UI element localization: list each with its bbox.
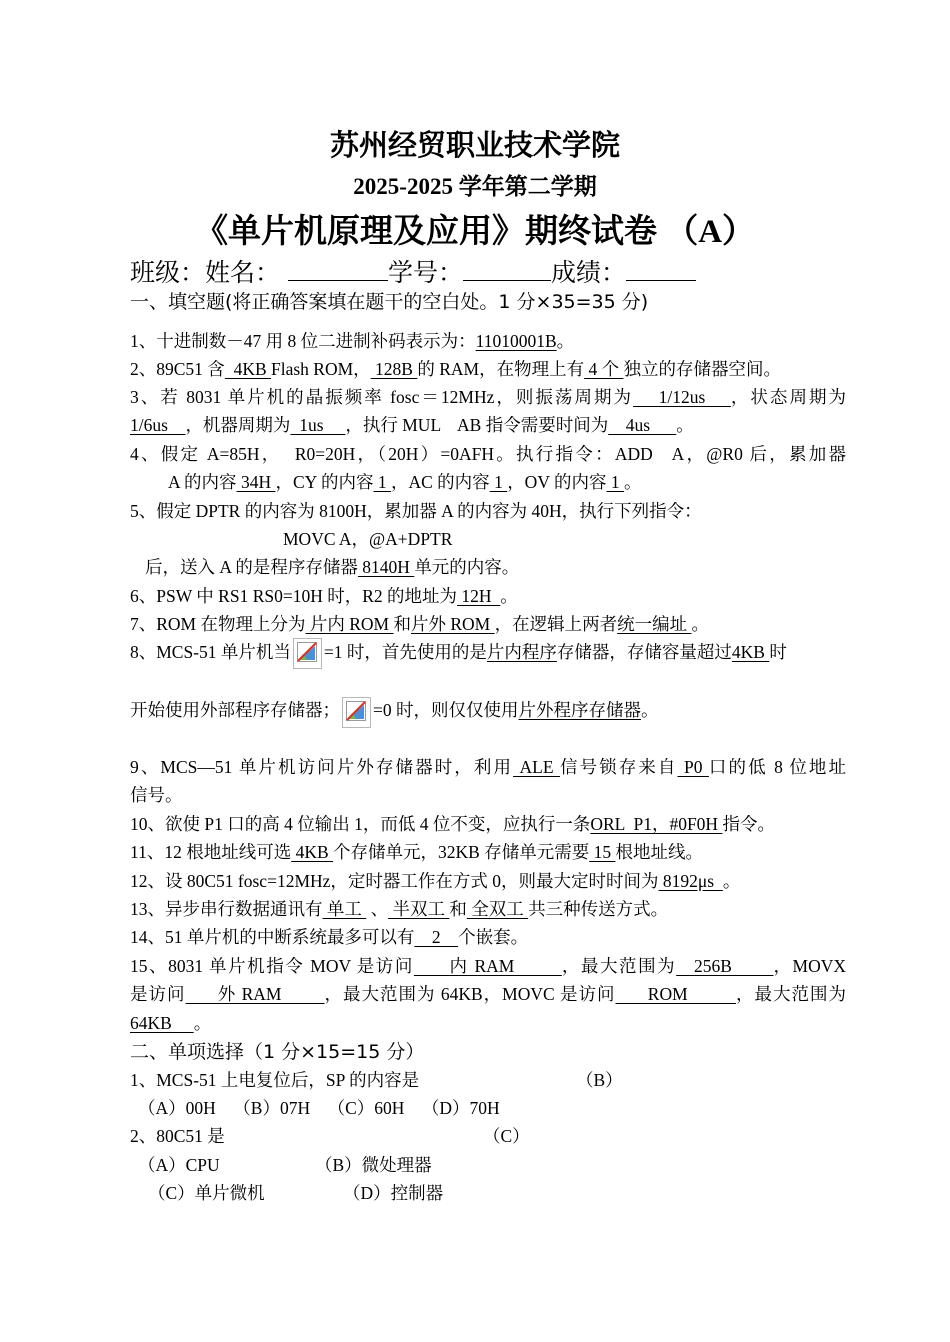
- answer: 片内程序: [486, 642, 557, 662]
- name-blank[interactable]: [288, 256, 388, 281]
- section-fill-heading: 一、填空题(将正确答案填在题干的空白处。1 分×35=35 分): [130, 291, 649, 313]
- answer: 1/6us: [130, 415, 186, 435]
- question-5-line-1: 5、假定 DPTR 的内容为 8100H，累加器 A 的内容为 40H，执行下列指令：: [130, 501, 702, 521]
- answer: 1/12us: [633, 387, 731, 407]
- name-label: 姓名：: [205, 260, 281, 287]
- answer: ALE: [513, 757, 560, 777]
- choice-question-2: 2、80C51 是: [130, 1126, 225, 1146]
- choice-option-d: （D）控制器: [343, 1183, 444, 1203]
- question-7: 7、ROM 在物理上分为 片内 ROM 和片外 ROM ，在逻辑上两者统一编址 。: [130, 614, 709, 634]
- choice-answer-1: （B）: [576, 1070, 623, 1090]
- answer: 4KB: [731, 642, 770, 662]
- choice-answer-2: （C）: [483, 1126, 530, 1146]
- school-name: 苏州经贸职业技术学院: [329, 130, 620, 162]
- choice-option-b: （B）微处理器: [315, 1155, 432, 1175]
- answer: ROM: [615, 984, 737, 1004]
- question-3-line-2: 1/6us ，机器周期为 1us ，执行 MUL AB 指令需要时间为 4us 。: [130, 415, 694, 435]
- question-8-line-2: 开始使用外部程序存储器； =0 时，则仅仅使用片外程序存储器。: [130, 696, 846, 728]
- answer: ORL P1，#0F0H: [590, 814, 723, 834]
- choice-question-1: 1、MCS-51 上电复位后，SP 的内容是: [130, 1070, 420, 1090]
- question-10: 10、欲使 P1 口的高 4 位输出 1，而低 4 位不变，应执行一条ORL P1，#0F0H 指令。: [130, 814, 775, 834]
- question-15-line-2: 是访问 外 RAM ，最大范围为 64KB，MOVC 是访问 ROM ，最大范围为: [130, 984, 846, 1004]
- answer: 统一编址: [617, 614, 692, 634]
- question-1: 1、十进制数－47 用 8 位二进制补码表示为：11010001B。: [130, 331, 575, 351]
- question-9-line-1: 9、MCS—51 单片机访问片外存储器时，利用 ALE 信号锁存来自 P0 口的低 8 位地址: [130, 757, 846, 777]
- answer: 8140H: [357, 557, 415, 577]
- answer: 半双工: [388, 899, 450, 919]
- question-3-line-1: 3、若 8031 单片机的晶振频率 fosc＝12MHz，则振荡周期为 1/12us ，状态周期为: [130, 387, 846, 407]
- answer: 片外程序存储器: [518, 700, 641, 720]
- answer: 8192μs: [658, 871, 723, 891]
- answer: 内 RAM: [413, 956, 562, 976]
- answer: 4us: [608, 415, 677, 435]
- answer: 片内 ROM: [305, 614, 394, 634]
- choice-options-1: （A）00H （B）07H （C）60H （D）70H: [138, 1098, 500, 1118]
- question-9-line-2: 信号。: [130, 785, 183, 805]
- answer: 4 个: [584, 359, 624, 379]
- answer: 片外 ROM: [411, 614, 495, 634]
- question-4-line-2: A 的内容 34H ，CY 的内容 1 ，AC 的内容 1 ，OV 的内容 1 。: [168, 472, 642, 492]
- broken-image-icon: [293, 638, 322, 669]
- answer: 1us: [290, 415, 346, 435]
- class-label: 班级：: [130, 260, 206, 287]
- score-blank[interactable]: [626, 256, 696, 281]
- question-4-line-1: 4、假定 A=85H， R0=20H，（20H）=0AFH。执行指令：ADD A，@R0 后，累加器: [130, 444, 846, 464]
- answer: 256B: [676, 956, 774, 976]
- broken-image-icon: [342, 697, 371, 728]
- question-14: 14、51 单片机的中断系统最多可以有 2 个嵌套。: [130, 927, 529, 947]
- answer: 34H: [236, 472, 276, 492]
- answer: 全双工: [466, 899, 529, 919]
- answer: 11010001B: [475, 331, 557, 351]
- id-label: 学号：: [388, 260, 464, 287]
- score-label: 成绩：: [551, 260, 627, 287]
- question-2: 2、89C51 含 4KB Flash ROM， 128B 的 RAM，在物理上有 4 个 独立的存储器空间。: [130, 359, 781, 379]
- answer: 128B: [370, 359, 418, 379]
- answer: 15: [589, 842, 616, 862]
- question-6: 6、PSW 中 RS1 RS0=10H 时，R2 的地址为 12H 。: [130, 586, 518, 606]
- choice-option-a: （A）CPU: [138, 1155, 220, 1175]
- question-11: 11、12 根地址线可选 4KB 个存储单元，32KB 存储单元需要 15 根地址线。: [130, 842, 703, 862]
- answer: 2: [414, 927, 459, 947]
- section-choice-heading: 二、单项选择（1 分×15=15 分）: [130, 1041, 425, 1063]
- question-5-code: MOVC A，@A+DPTR: [283, 529, 453, 549]
- answer: 1: [489, 472, 508, 492]
- answer: 1: [606, 472, 625, 492]
- answer: 外 RAM: [185, 984, 325, 1004]
- answer: P0: [677, 757, 709, 777]
- exam-title: 《单片机原理及应用》期终试卷 （A）: [194, 214, 756, 250]
- question-5-line-2: 后，送入 A 的是程序存储器 8140H 单元的内容。: [145, 557, 520, 577]
- answer: 4KB: [224, 359, 271, 379]
- answer: 单工: [322, 899, 367, 919]
- answer: 12H: [457, 586, 501, 606]
- answer: 4KB: [291, 842, 334, 862]
- choice-option-c: （C）单片微机: [148, 1183, 265, 1203]
- answer: 64KB: [130, 1013, 194, 1033]
- question-15-line-1: 15、8031 单片机指令 MOV 是访问 内 RAM ，最大范围为 256B ，MOVX: [130, 956, 846, 976]
- id-blank[interactable]: [463, 256, 551, 281]
- answer: 1: [373, 472, 391, 492]
- term-title: 2025-2025 学年第二学期: [353, 174, 597, 199]
- question-8-line-1: 8、MCS-51 单片机当 =1 时，首先使用的是片内程序存储器，存储容量超过4KB 时: [130, 638, 846, 669]
- question-15-line-3: 64KB 。: [130, 1013, 212, 1033]
- question-13: 13、异步串行数据通讯有 单工 、 半双工 和 全双工 共三种传送方式。: [130, 899, 669, 919]
- question-12: 12、设 80C51 fosc=12MHz，定时器工作在方式 0，则最大定时时间为 8192μs 。: [130, 871, 741, 891]
